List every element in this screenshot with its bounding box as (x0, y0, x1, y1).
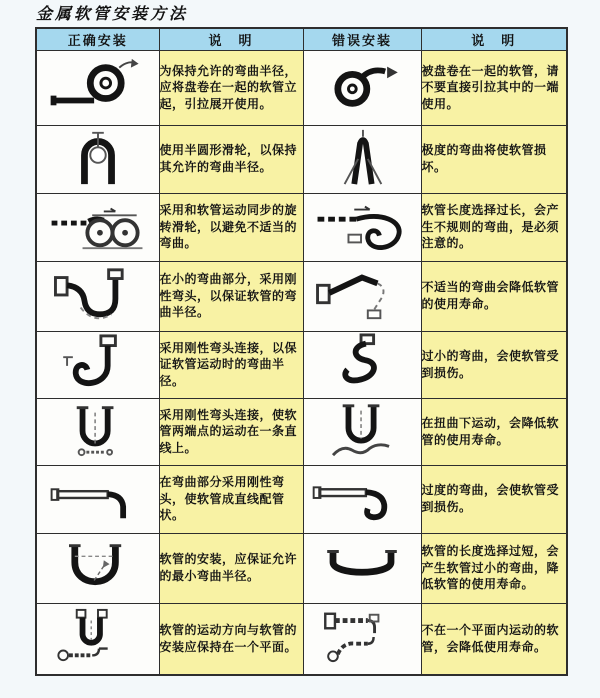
wrong-description: 软管长度选择过长，会产生不规则的弯曲，是必须注意的。 (421, 193, 567, 261)
extreme-bend-icon (310, 128, 414, 186)
correct-description: 采用刚性弯头连接，使软管两端点的运动在一条直线上。 (159, 398, 303, 465)
wrong-illustration-cell (303, 603, 421, 675)
table-row (36, 125, 567, 193)
rigid-elbow-connection-icon (46, 333, 150, 391)
synchronized-rollers-icon (46, 196, 150, 254)
wrong-description: 被盘卷在一起的软管，请不要直接引拉其中的一端使用。 (421, 50, 567, 125)
correct-description: 软管的安装，应保证允许的最小弯曲半径。 (159, 533, 303, 603)
correct-description: 使用半圆形滑轮，以保持其允许的弯曲半径。 (159, 125, 303, 193)
correct-illustration-cell (36, 50, 159, 125)
header-correct-note: 说 明 (159, 28, 303, 50)
correct-illustration-cell (36, 465, 159, 533)
too-small-bend-icon (310, 333, 414, 391)
too-short-hose-icon (310, 537, 414, 595)
wrong-illustration-cell (303, 533, 421, 603)
correct-illustration-cell (36, 533, 159, 603)
table-row (36, 193, 567, 261)
header-wrong-install: 错误安装 (303, 28, 421, 50)
wrong-description: 软管的长度选择过短，会产生软管过小的弯曲，降低软管的使用寿命。 (421, 533, 567, 603)
correct-illustration-cell (36, 261, 159, 331)
table-row (36, 465, 567, 533)
coil-pulled-end-icon (310, 56, 414, 114)
table-row (36, 50, 567, 125)
correct-description: 在小的弯曲部分，采用刚性弯头，以保证软管的弯曲半径。 (159, 261, 303, 331)
table-row (36, 603, 567, 675)
correct-illustration-cell (36, 398, 159, 465)
wrong-description: 过小的弯曲，会使软管受到损伤。 (421, 331, 567, 398)
page-title: 金属软管安装方法 (36, 4, 189, 23)
wrong-illustration-cell (303, 193, 421, 261)
table-row (36, 533, 567, 603)
wrong-description: 极度的弯曲将使软管损坏。 (421, 125, 567, 193)
table-row (36, 398, 567, 465)
table-header (36, 28, 567, 50)
single-plane-motion-icon (46, 607, 150, 665)
overbent-elbow-icon (310, 468, 414, 526)
correct-description: 采用刚性弯头连接，以保证软管运动时的弯曲半径。 (159, 331, 303, 398)
rigid-elbow-small-bend-icon (46, 265, 150, 323)
wrong-illustration-cell (303, 465, 421, 533)
wrong-description: 过度的弯曲，会使软管受到损伤。 (421, 465, 567, 533)
wrong-illustration-cell (303, 125, 421, 193)
installation-table (35, 27, 568, 676)
wrong-description: 不在一个平面内运动的软管，会降低使用寿命。 (421, 603, 567, 675)
u-shape-straight-line-icon (46, 400, 150, 458)
table-body (36, 50, 567, 675)
correct-illustration-cell (36, 331, 159, 398)
wrong-description: 在扭曲下运动，会降低软管的使用寿命。 (421, 398, 567, 465)
correct-illustration-cell (36, 193, 159, 261)
coil-upright-unrolled-icon (46, 56, 150, 114)
multi-plane-motion-icon (310, 607, 414, 665)
correct-description: 在弯曲部分采用刚性弯头，使软管成直线配管状。 (159, 465, 303, 533)
table-row (36, 261, 567, 331)
correct-description: 采用和软管运动同步的旋转滑轮，以避免不适当的弯曲。 (159, 193, 303, 261)
wrong-illustration-cell (303, 261, 421, 331)
excess-length-loop-icon (310, 196, 414, 254)
improper-bend-icon (310, 265, 414, 323)
wrong-illustration-cell (303, 398, 421, 465)
wrong-description: 不适当的弯曲会降低软管的使用寿命。 (421, 261, 567, 331)
wrong-illustration-cell (303, 331, 421, 398)
header-wrong-note: 说 明 (421, 28, 567, 50)
header-correct-install: 正确安装 (36, 28, 159, 50)
wrong-illustration-cell (303, 50, 421, 125)
correct-description: 软管的运动方向与软管的安装应保持在一个平面。 (159, 603, 303, 675)
correct-description: 为保持允许的弯曲半径，应将盘卷在一起的软管立起，引拉展开使用。 (159, 50, 303, 125)
table-row (36, 331, 567, 398)
min-bend-radius-u-icon (46, 537, 150, 595)
correct-illustration-cell (36, 603, 159, 675)
straight-pipe-elbow-icon (46, 468, 150, 526)
semicircular-pulley-icon (46, 128, 150, 186)
correct-illustration-cell (36, 125, 159, 193)
twisted-motion-icon (310, 400, 414, 458)
